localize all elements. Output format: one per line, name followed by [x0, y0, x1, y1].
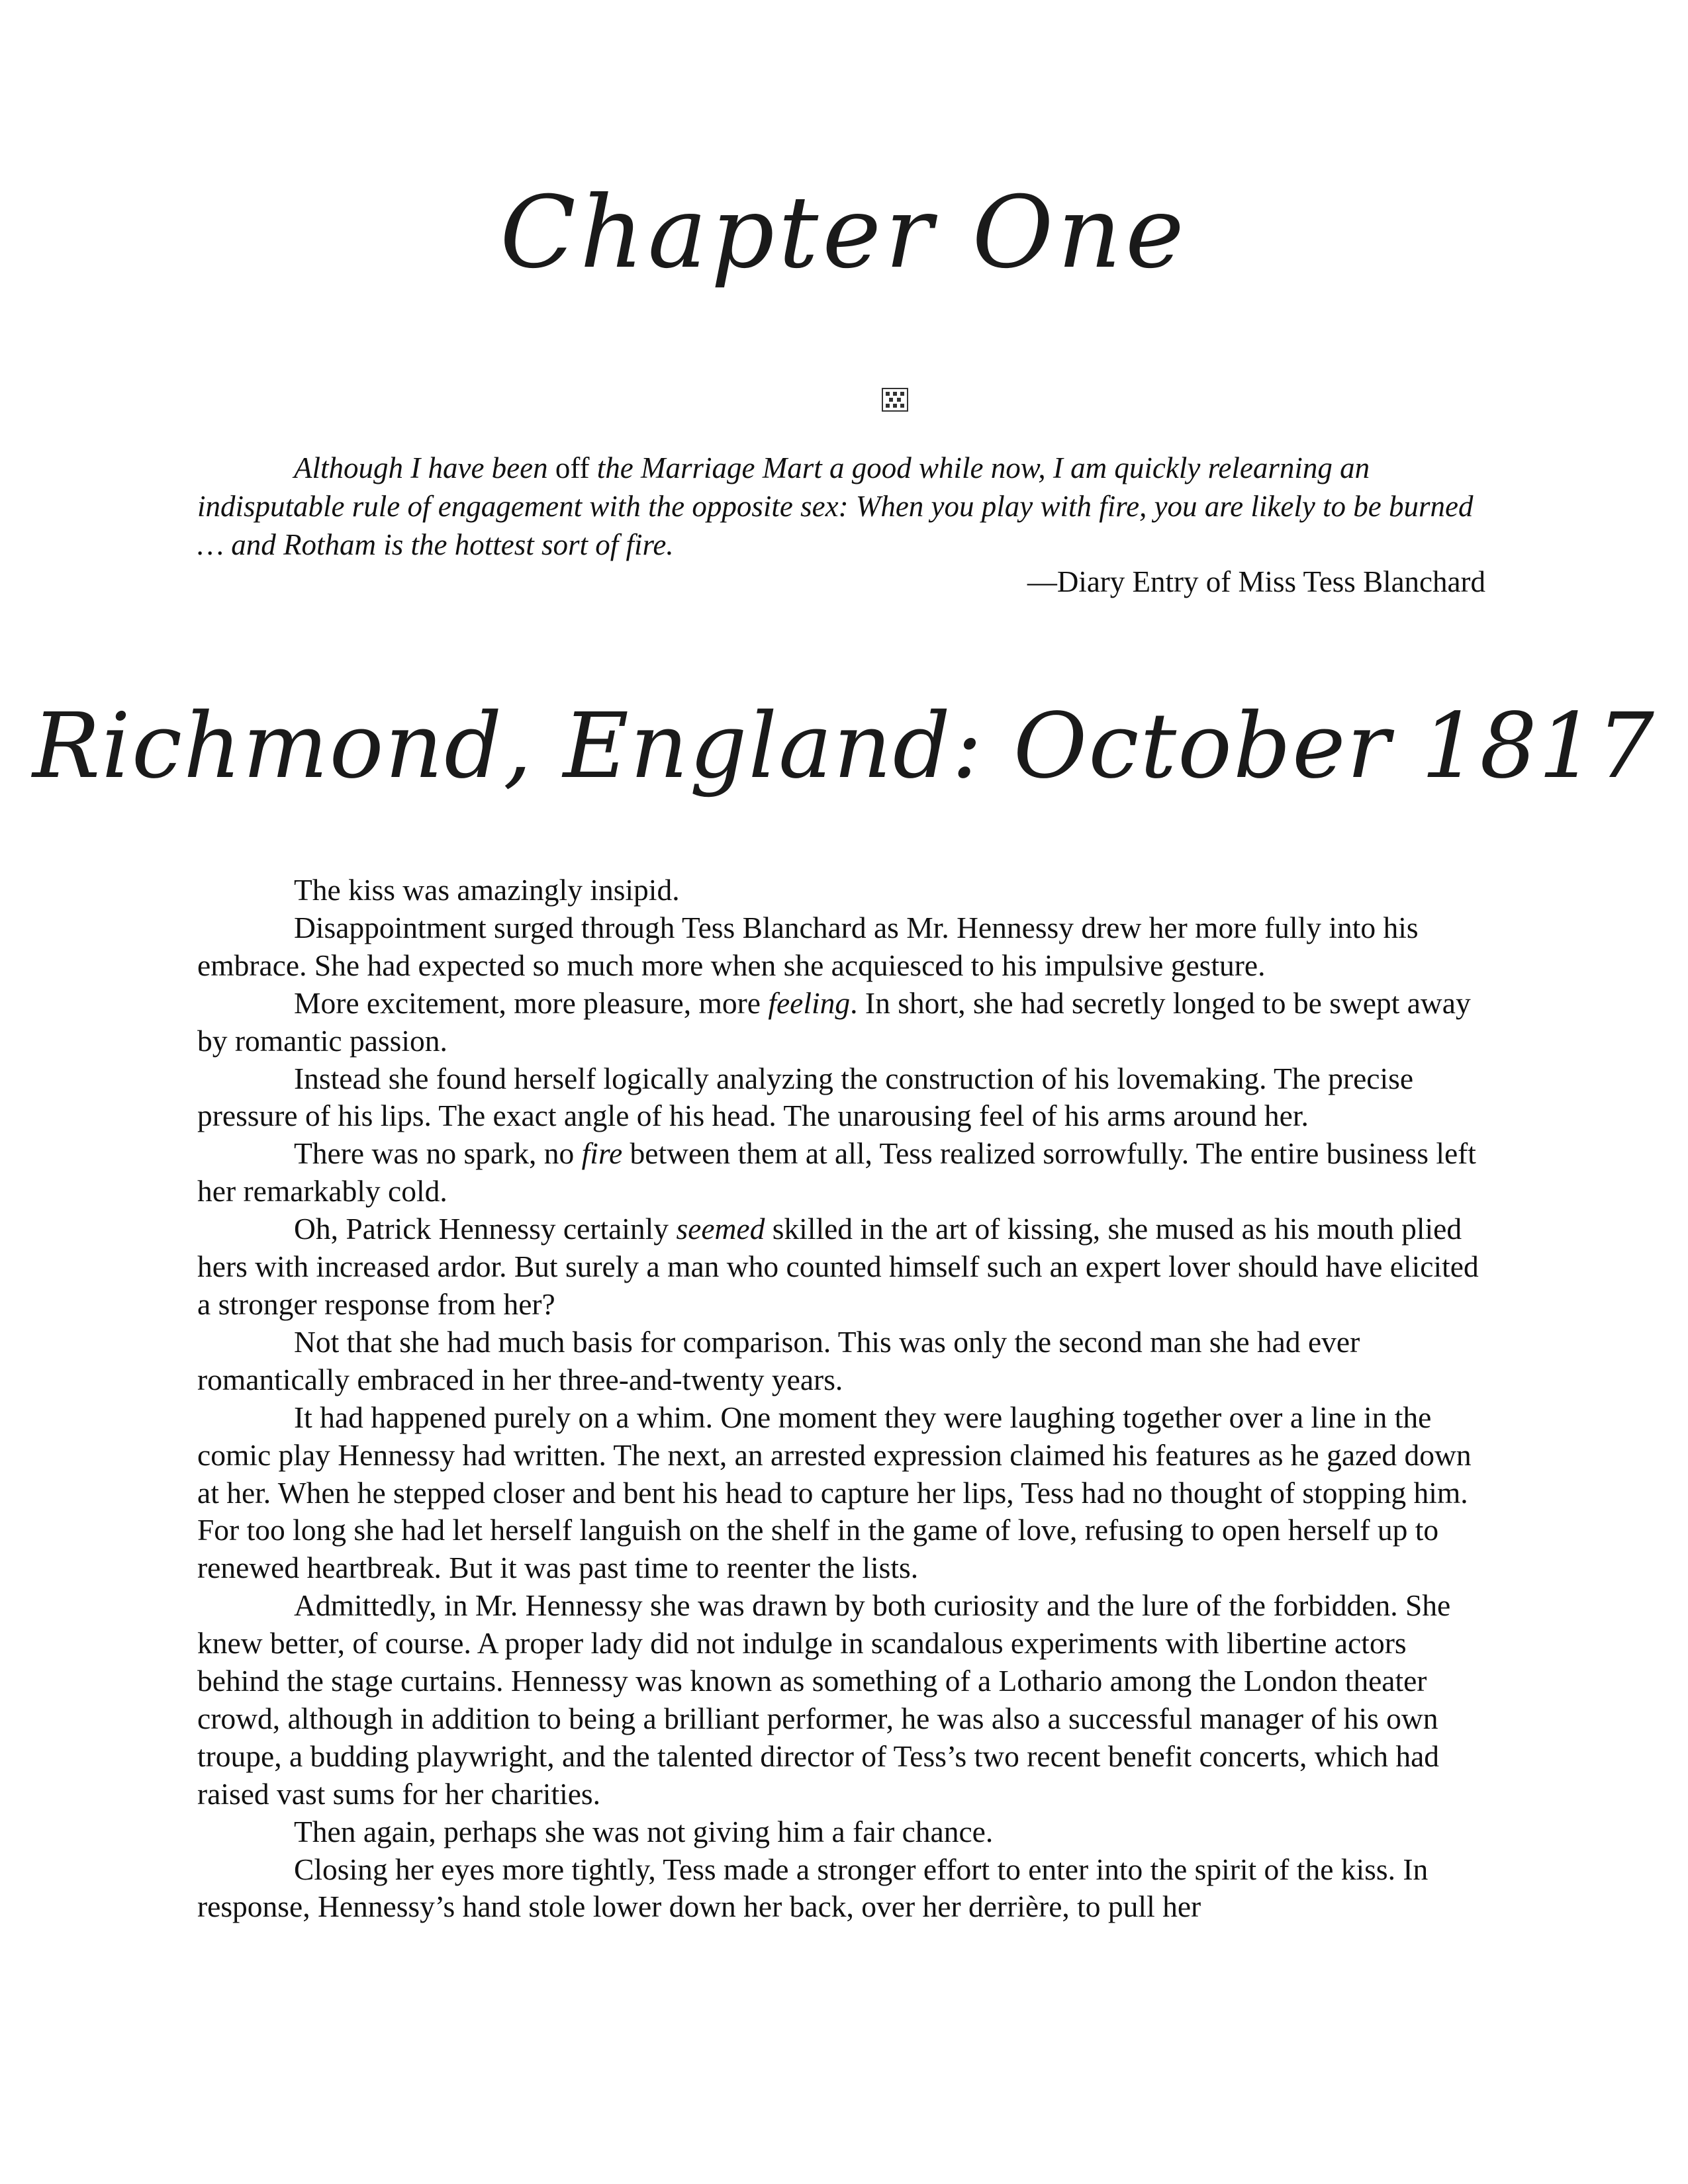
epigraph-text-start: Although I have been — [294, 451, 548, 484]
paragraph-text: There was no spark, no — [294, 1136, 575, 1171]
paragraph-text: . In short, she had secretly longed to be swept away by romantic passion. — [197, 985, 1471, 1058]
emphasis: feeling — [768, 985, 851, 1020]
epigraph — [197, 449, 1485, 564]
paragraph: Then again, perhaps she was not giving him a fair chance. — [294, 1814, 994, 1848]
paragraph: Instead she found herself logically analyzing the construction of his lovemaking. The precise pressure of his lips. The exact angle of his head. The unarousing feel of his arms around her. — [197, 1061, 1414, 1133]
epigraph-text-end: the Marriage Mart a good while now, I am quickly relearning an indisputable rule of engagement with the opposite sex: When you play with fire, you are likely to be burned … and Rotham is the hottest sort of fire. — [197, 451, 1474, 561]
paragraph-text: skilled in the art of kissing, she mused as his mouth plied hers with increased ardor. But surely a man who counted himself such an expert lover should have elicited a stronger response from her? — [197, 1212, 1479, 1321]
paragraph: Not that she had much basis for comparison. This was only the second man she had ever romantically embraced in her three-and-twenty years. — [197, 1324, 1360, 1396]
paragraph — [197, 985, 1485, 1060]
paragraph: Disappointment surged through Tess Blanchard as Mr. Hennessy drew her more fully into his embrace. She had expected so much more when she acquiesced to his impulsive gesture. — [197, 910, 1419, 982]
emphasis: seemed — [676, 1212, 765, 1246]
paragraph: Closing her eyes more tightly, Tess made a stronger effort to enter into the spirit of the kiss. In response, Hennessy’s hand stole lower down her back, over her derrière, to pull her — [197, 1852, 1429, 1924]
paragraph: The kiss was amazingly insipid. — [294, 873, 680, 907]
paragraph — [197, 1135, 1485, 1210]
paragraph: It had happened purely on a whim. One moment they were laughing together over a line in the comic play Hennessy had written. The next, an arrested expression claimed his features as he gazed down at her. When he stepped closer and bent his head to capture her lips, Tess had no thought of stopping him. For too long she had let herself languish on the shelf in the game of love, refusing to open herself up to renewed heartbreak. But it was past time to reenter the lists. — [197, 1400, 1472, 1585]
chapter-body — [197, 872, 1485, 1926]
paragraph-text: Oh, Patrick Hennessy certainly — [294, 1212, 669, 1246]
epigraph-attribution: —Diary Entry of Miss Tess Blanchard — [1027, 565, 1485, 598]
paragraph-text: More excitement, more pleasure, more — [294, 985, 761, 1020]
epigraph-upright-word: off — [555, 451, 590, 484]
chapter-title: Chapter One — [500, 175, 1188, 291]
place-date-heading: Richmond, England: October 1817 — [32, 694, 1656, 799]
paragraph-text: between them at all, Tess realized sorrowfully. The entire business left her remarkably cold. — [197, 1136, 1476, 1208]
emphasis: fire — [581, 1136, 623, 1171]
paragraph: Admittedly, in Mr. Hennessy she was drawn by both curiosity and the lure of the forbidden. She knew better, of course. A proper lady did not indulge in scandalous experiments with libertine actors behind the stage curtains. Hennessy was known as something of a Lothario among the London theater crowd, although in addition to being a brilliant performer, he was also a successful manager of his own troupe, a budding playwright, and the talented director of Tess’s two recent benefit concerts, which had raised vast sums for her charities. — [197, 1588, 1451, 1811]
paragraph — [197, 1210, 1485, 1324]
ornament-icon — [882, 388, 908, 412]
